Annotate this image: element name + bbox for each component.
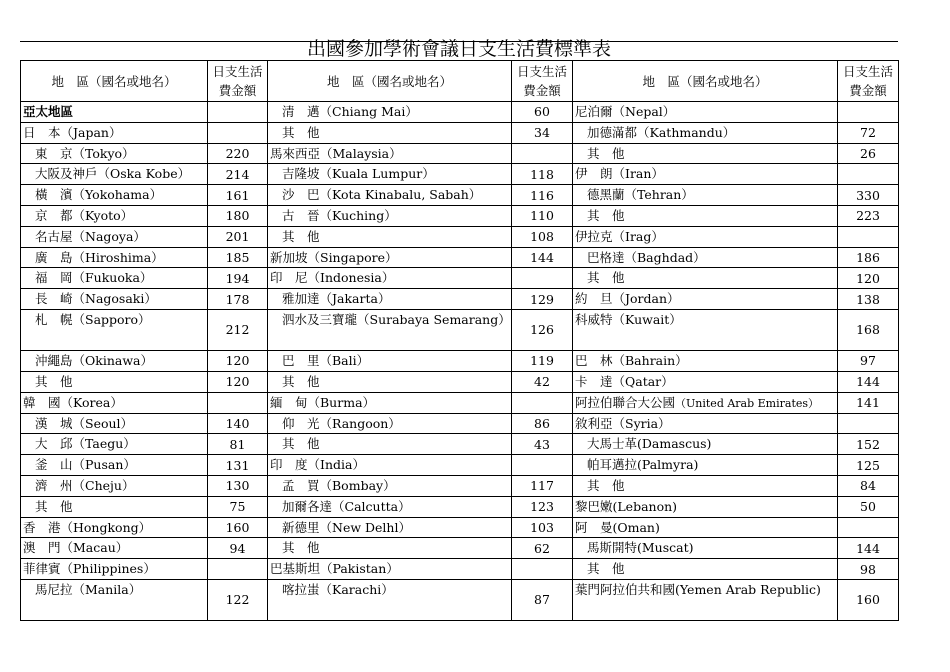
fee-cell: 144 — [838, 538, 899, 559]
region-name-cell — [268, 579, 512, 620]
fee-cell: 140 — [208, 413, 268, 434]
region-name-cell — [573, 350, 838, 371]
region-name-cell — [21, 143, 208, 164]
fee-cell: 119 — [512, 350, 573, 371]
region-name: 澳 門（Macau） — [23, 540, 129, 556]
region-name-cell — [21, 455, 208, 476]
region-name-cell — [268, 434, 512, 455]
region-name-cell — [268, 122, 512, 143]
region-name: 約 旦（Jordan） — [575, 291, 680, 307]
fee-cell: 160 — [208, 517, 268, 538]
table-row — [21, 350, 899, 371]
region-name-cell — [21, 475, 208, 496]
fee-cell: 86 — [512, 413, 573, 434]
region-name-english: （United Arab Emirates） — [675, 396, 820, 410]
region-name-cell — [573, 579, 838, 620]
region-name: 巴 林（Bahrain） — [575, 352, 688, 368]
fee-cell: 42 — [512, 371, 573, 392]
fee-cell: 144 — [838, 371, 899, 392]
fee-cell: 138 — [838, 289, 899, 310]
fee-cell — [512, 455, 573, 476]
region-name: 仰 光（Rangoon） — [282, 415, 401, 431]
region-name-cell — [573, 413, 838, 434]
region-name: 大馬士革(Damascus) — [587, 436, 712, 452]
region-name: 沖繩島（Okinawa） — [35, 352, 153, 368]
table-row — [21, 579, 899, 620]
header-row — [21, 61, 899, 102]
region-name: 其 他 — [35, 498, 73, 514]
fee-cell: 126 — [512, 309, 573, 350]
region-name: 漢 城（Seoul） — [35, 415, 134, 431]
table-row — [21, 122, 899, 143]
region-name-cell — [573, 289, 838, 310]
region-name: 緬 甸（Burma） — [270, 394, 376, 410]
region-name: 清 邁（Chiang Mai） — [282, 104, 418, 119]
table-row — [21, 559, 899, 580]
region-name-cell — [21, 434, 208, 455]
region-name: 科威特（Kuwait） — [575, 311, 682, 327]
region-name: 敘利亞（Syria） — [575, 415, 671, 431]
region-name-cell — [268, 185, 512, 206]
region-name-cell — [21, 371, 208, 392]
region-name-cell — [21, 517, 208, 538]
fee-cell: 212 — [208, 309, 268, 350]
region-name: 其 他 — [282, 124, 320, 140]
fee-cell: 220 — [208, 143, 268, 164]
region-name: 沙 巴（Kota Kinabalu, Sabah） — [282, 187, 482, 203]
region-name: 札 幌（Sapporo） — [35, 311, 151, 327]
region-name: 馬尼拉（Manila） — [35, 581, 142, 597]
fee-cell: 34 — [512, 122, 573, 143]
region-name: 黎巴嫩(Lebanon) — [575, 498, 678, 514]
region-name: 印 尼（Indonesia） — [270, 270, 395, 286]
fee-cell: 178 — [208, 289, 268, 310]
fee-cell: 84 — [838, 475, 899, 496]
fee-cell: 116 — [512, 185, 573, 206]
table-row — [21, 413, 899, 434]
fee-cell: 214 — [208, 164, 268, 185]
fee-cell: 26 — [838, 143, 899, 164]
region-name: 雅加達（Jakarta） — [282, 291, 391, 307]
region-name: 帕耳邁拉(Palmyra) — [587, 457, 699, 473]
region-name: 釜 山（Pusan） — [35, 457, 136, 473]
table-row — [21, 226, 899, 247]
region-header: 地 區（國名或地名） — [573, 61, 838, 102]
region-name-cell — [21, 247, 208, 268]
region-name-cell — [268, 517, 512, 538]
region-name: 韓 國（Korea） — [23, 394, 123, 410]
region-name-cell — [573, 475, 838, 496]
region-name-cell — [21, 164, 208, 185]
region-name-cell — [573, 143, 838, 164]
region-name: 巴格達（Baghdad） — [587, 249, 706, 265]
table-row — [21, 268, 899, 289]
fee-cell — [208, 102, 268, 123]
region-name: 孟 買（Bombay） — [282, 477, 396, 493]
fee-cell: 223 — [838, 205, 899, 226]
table-row — [21, 185, 899, 206]
fee-cell: 108 — [512, 226, 573, 247]
region-name: 尼泊爾（Nepal） — [575, 104, 676, 119]
region-name-cell — [21, 268, 208, 289]
region-name: 馬斯開特(Muscat) — [587, 540, 694, 556]
table-row — [21, 392, 899, 413]
region-name-cell — [268, 164, 512, 185]
fee-cell — [512, 392, 573, 413]
region-name: 橫 濱（Yokohama） — [35, 187, 163, 203]
region-name-cell — [268, 455, 512, 476]
region-name: 喀拉蚩（Karachi） — [282, 581, 394, 597]
fee-cell: 131 — [208, 455, 268, 476]
fee-cell: 94 — [208, 538, 268, 559]
fee-cell: 120 — [838, 268, 899, 289]
fee-cell: 125 — [838, 455, 899, 476]
region-name-cell — [21, 538, 208, 559]
fee-cell: 129 — [512, 289, 573, 310]
fee-cell: 120 — [208, 350, 268, 371]
region-name: 印 度（India） — [270, 457, 365, 473]
region-name: 伊拉克（Irag） — [575, 228, 664, 244]
region-name-cell — [573, 122, 838, 143]
fee-cell: 130 — [208, 475, 268, 496]
region-name-cell — [573, 247, 838, 268]
fee-cell: 152 — [838, 434, 899, 455]
region-name: 大阪及神戶（Oska Kobe） — [35, 166, 191, 182]
table-row — [21, 517, 899, 538]
fee-cell — [512, 559, 573, 580]
region-name-cell — [573, 185, 838, 206]
region-name: 菲律賓（Philippines） — [23, 561, 156, 577]
region-name: 大 邱（Taegu） — [35, 436, 136, 452]
region-name-cell — [268, 475, 512, 496]
fee-cell — [838, 517, 899, 538]
region-name-cell — [21, 413, 208, 434]
fee-cell: 72 — [838, 122, 899, 143]
region-name-cell — [573, 102, 838, 123]
region-name: 阿拉伯聯合大公國 — [575, 394, 676, 410]
region-name-cell — [573, 226, 838, 247]
region-name: 其 他 — [587, 145, 625, 161]
fee-cell: 60 — [512, 102, 573, 123]
region-name: 東 京（Tokyo） — [35, 145, 135, 161]
region-name-cell — [21, 102, 208, 123]
page-title: 出國參加學術會議日支生活費標準表 — [306, 38, 611, 60]
table-row — [21, 164, 899, 185]
fee-cell: 330 — [838, 185, 899, 206]
fee-cell: 141 — [838, 392, 899, 413]
region-name-cell — [573, 517, 838, 538]
region-name: 亞太地區 — [23, 104, 74, 119]
fee-cell — [512, 268, 573, 289]
region-name: 其 他 — [35, 373, 73, 389]
table-body — [21, 102, 899, 621]
region-name-cell — [268, 496, 512, 517]
table-row — [21, 371, 899, 392]
region-name-cell — [268, 350, 512, 371]
fee-cell: 168 — [838, 309, 899, 350]
table-row — [21, 102, 899, 123]
region-name-cell — [268, 143, 512, 164]
region-name-cell — [21, 309, 208, 350]
region-name: 葉門阿拉伯共和國(Yemen Arab Republic) — [575, 581, 821, 597]
table-row — [21, 538, 899, 559]
region-name: 巴 里（Bali） — [282, 352, 370, 368]
region-name: 香 港（Hongkong） — [23, 519, 152, 535]
region-name-cell — [268, 226, 512, 247]
fee-cell: 180 — [208, 205, 268, 226]
region-name-cell — [268, 247, 512, 268]
region-name-cell — [268, 559, 512, 580]
fee-cell: 123 — [512, 496, 573, 517]
region-name-cell — [21, 205, 208, 226]
region-name-cell — [573, 371, 838, 392]
region-name-cell — [573, 164, 838, 185]
region-name-cell — [21, 559, 208, 580]
fee-cell — [208, 392, 268, 413]
region-name: 加爾各達（Calcutta） — [282, 498, 411, 514]
region-name: 福 岡（Fukuoka） — [35, 270, 153, 286]
fee-cell — [838, 164, 899, 185]
region-name-cell — [573, 205, 838, 226]
region-name: 其 他 — [587, 270, 625, 286]
fee-cell: 97 — [838, 350, 899, 371]
region-name: 其 他 — [587, 561, 625, 577]
table-row — [21, 496, 899, 517]
fee-cell: 87 — [512, 579, 573, 620]
region-name-cell — [573, 268, 838, 289]
region-name: 巴基斯坦（Pakistan） — [270, 561, 399, 577]
region-name: 泗水及三寶瓏（Surabaya Semarang） — [282, 311, 511, 327]
region-name-cell — [21, 226, 208, 247]
region-name: 濟 州（Cheju） — [35, 477, 135, 493]
fee-cell: 62 — [512, 538, 573, 559]
fee-cell: 110 — [512, 205, 573, 226]
allowance-table — [20, 60, 899, 621]
region-header: 地 區（國名或地名） — [268, 61, 512, 102]
fee-cell: 144 — [512, 247, 573, 268]
fee-cell: 103 — [512, 517, 573, 538]
fee-cell — [838, 413, 899, 434]
region-name-cell — [573, 496, 838, 517]
region-name-cell — [268, 268, 512, 289]
table-row — [21, 475, 899, 496]
fee-cell: 160 — [838, 579, 899, 620]
region-name-cell — [573, 538, 838, 559]
region-name: 新德里（New Delhl） — [282, 519, 411, 535]
region-name-cell — [268, 413, 512, 434]
fee-cell: 186 — [838, 247, 899, 268]
fee-cell: 50 — [838, 496, 899, 517]
region-name: 京 都（Kyoto） — [35, 207, 134, 223]
fee-cell: 118 — [512, 164, 573, 185]
region-name-cell — [268, 205, 512, 226]
region-name: 馬來西亞（Malaysia） — [270, 145, 402, 161]
fee-cell — [838, 226, 899, 247]
table-row — [21, 289, 899, 310]
region-name: 新加坡（Singapore） — [270, 249, 398, 265]
fee-cell — [208, 559, 268, 580]
region-name: 其 他 — [282, 373, 320, 389]
fee-cell: 81 — [208, 434, 268, 455]
fee-cell: 122 — [208, 579, 268, 620]
region-name: 吉隆坡（Kuala Lumpur） — [282, 166, 435, 182]
region-name-cell — [573, 392, 838, 413]
region-name: 阿 曼(Oman) — [575, 519, 660, 535]
region-name: 古 晉（Kuching） — [282, 207, 397, 223]
region-name-cell — [268, 102, 512, 123]
fee-cell — [512, 143, 573, 164]
region-header: 地 區（國名或地名） — [21, 61, 208, 102]
table-row — [21, 455, 899, 476]
table-row — [21, 205, 899, 226]
fee-header: 日支生活費金額 — [838, 61, 899, 102]
region-name-cell — [21, 185, 208, 206]
fee-cell: 120 — [208, 371, 268, 392]
region-name-cell — [21, 350, 208, 371]
region-name: 加德滿都（Kathmandu） — [587, 124, 736, 140]
region-name-cell — [268, 392, 512, 413]
region-name-cell — [21, 392, 208, 413]
region-name: 其 他 — [587, 207, 625, 223]
region-name: 德黑蘭（Tehran） — [587, 187, 694, 203]
region-name: 伊 朗（Iran） — [575, 166, 664, 182]
fee-header: 日支生活費金額 — [208, 61, 268, 102]
table-row — [21, 309, 899, 350]
fee-cell: 161 — [208, 185, 268, 206]
region-name-cell — [573, 434, 838, 455]
fee-cell: 185 — [208, 247, 268, 268]
region-name-cell — [268, 538, 512, 559]
fee-cell: 43 — [512, 434, 573, 455]
table-row — [21, 434, 899, 455]
fee-cell — [208, 122, 268, 143]
fee-cell: 201 — [208, 226, 268, 247]
fee-cell — [838, 102, 899, 123]
region-name-cell — [268, 309, 512, 350]
region-name-cell — [268, 371, 512, 392]
region-name-cell — [21, 289, 208, 310]
fee-cell: 98 — [838, 559, 899, 580]
region-name: 卡 達（Qatar） — [575, 373, 674, 389]
region-name-cell — [573, 559, 838, 580]
region-name: 其 他 — [587, 477, 625, 493]
table-row — [21, 247, 899, 268]
region-name: 其 他 — [282, 540, 320, 556]
fee-header: 日支生活費金額 — [512, 61, 573, 102]
region-name: 其 他 — [282, 228, 320, 244]
region-name-cell — [268, 289, 512, 310]
region-name-cell — [21, 122, 208, 143]
region-name: 廣 島（Hiroshima） — [35, 249, 164, 265]
region-name-cell — [21, 579, 208, 620]
fee-cell: 75 — [208, 496, 268, 517]
region-name: 其 他 — [282, 436, 320, 452]
table-row — [21, 143, 899, 164]
fee-cell: 194 — [208, 268, 268, 289]
region-name: 名古屋（Nagoya） — [35, 228, 146, 244]
region-name: 日 本（Japan） — [23, 124, 122, 140]
fee-cell: 117 — [512, 475, 573, 496]
region-name-cell — [573, 309, 838, 350]
region-name-cell — [573, 455, 838, 476]
region-name: 長 崎（Nagosaki） — [35, 291, 157, 307]
region-name-cell — [21, 496, 208, 517]
